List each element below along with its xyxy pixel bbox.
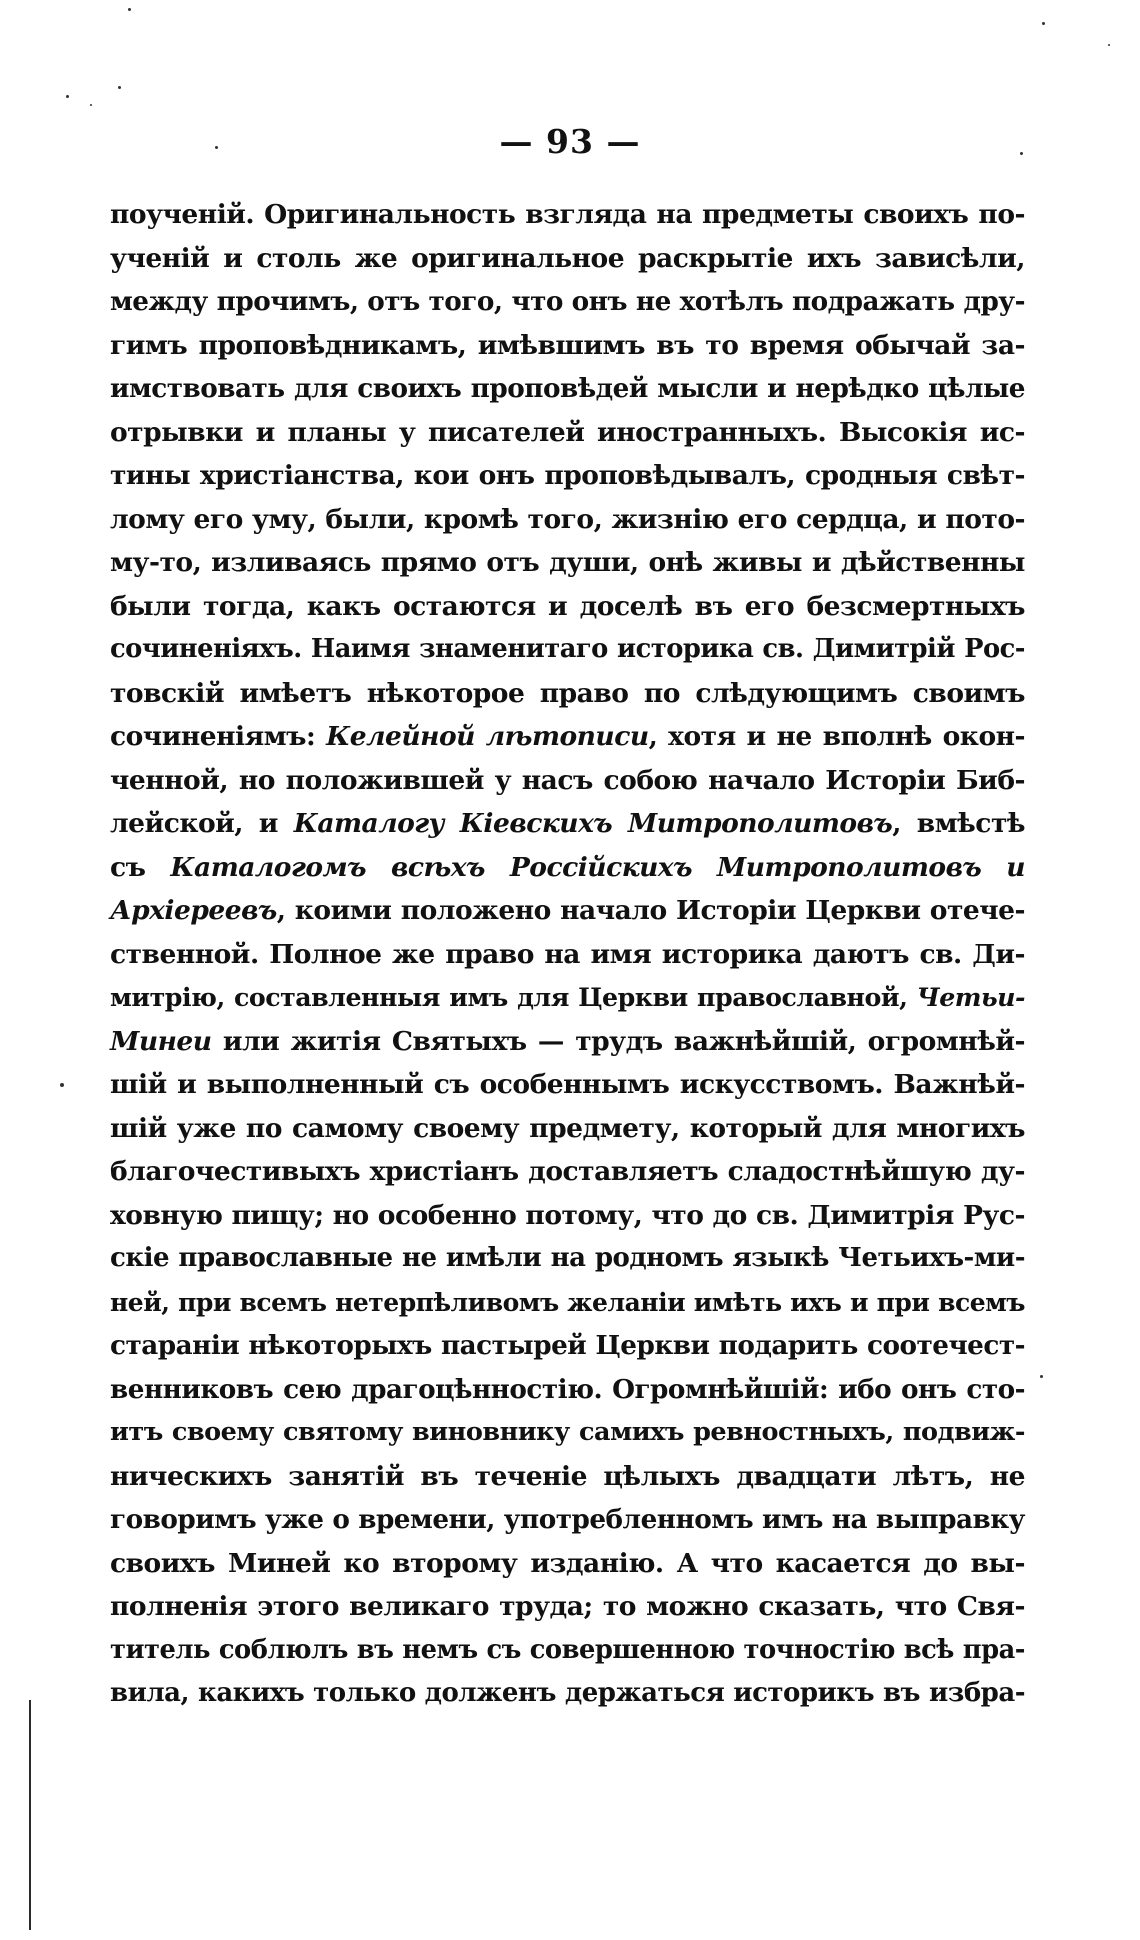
- text-line: [110, 1020, 1025, 1064]
- text-segment: гимъ проповѣдникамъ, имѣвшимъ въ то время обычай за-: [110, 329, 1025, 361]
- text-segment: ственной. Полное же право на имя историка даютъ св. Ди-: [110, 938, 1025, 970]
- text-line: [110, 498, 1025, 542]
- text-segment: товскій имѣетъ нѣкоторое право по слѣдующимъ своимъ: [110, 677, 1025, 709]
- text-segment: говоримъ уже о времени, употребленномъ имъ на выправку: [110, 1504, 1025, 1535]
- text-segment: митрію, составленныя имъ для Церкви православной,: [110, 982, 917, 1012]
- text-line: [110, 324, 1025, 368]
- text-line: [110, 411, 1025, 455]
- text-segment: имствовать для своихъ проповѣдей мысли и нерѣдко цѣлые: [110, 373, 1025, 404]
- text-segment: му-то, изливаясь прямо отъ души, онѣ живы и дѣйственны: [110, 547, 1025, 578]
- text-segment: были тогда, какъ остаются и доселѣ въ его безсмертныхъ: [110, 590, 1025, 622]
- ink-speck: [1108, 44, 1110, 46]
- text-line: [110, 1455, 1025, 1499]
- text-segment: итъ своему святому виновнику самихъ ревностныхъ, подвиж-: [110, 1417, 1025, 1447]
- ink-speck: [1042, 22, 1045, 25]
- text-line: [110, 585, 1025, 629]
- text-segment: шій уже по самому своему предмету, который для многихъ: [110, 1112, 1025, 1144]
- ink-speck: [118, 86, 121, 89]
- ink-speck: [128, 8, 131, 11]
- text-segment: вила, какихъ только долженъ держаться историкъ въ избра-: [110, 1678, 1025, 1708]
- text-line: [110, 367, 1025, 411]
- text-line: [110, 1281, 1025, 1325]
- text-line: [110, 976, 1025, 1020]
- italic-title-text: Четьи-: [916, 982, 1025, 1012]
- text-segment: , вмѣстѣ: [892, 808, 1025, 839]
- text-line: [110, 1150, 1025, 1194]
- text-line: [110, 1107, 1025, 1151]
- text-segment: ховную пищу; но особенно потому, что до св. Димитрія Рус-: [110, 1199, 1025, 1231]
- text-segment: шій и выполненный съ особеннымъ искусствомъ. Важнѣй-: [110, 1069, 1025, 1100]
- text-segment: своихъ Миней ко второму изданію. А что касается до вы-: [110, 1547, 1025, 1579]
- italic-title-text: Архіереевъ: [110, 895, 277, 926]
- text-segment: титель соблюлъ въ немъ съ совершенною точностію всѣ пра-: [110, 1634, 1025, 1665]
- text-segment: лейской, и: [110, 808, 294, 839]
- text-line: [110, 1542, 1025, 1586]
- text-line: [110, 802, 1025, 846]
- text-line: [110, 1368, 1025, 1412]
- text-line: [110, 1498, 1025, 1542]
- text-segment: полненія этого великаго труда; то можно сказать, что Свя-: [110, 1591, 1025, 1622]
- italic-title-text: Келейной лѣтописи: [326, 721, 649, 752]
- text-line: [110, 628, 1025, 672]
- body-text: [110, 193, 1025, 1716]
- italic-title-text: Минеи: [110, 1025, 212, 1057]
- page-number: — 93 —: [499, 122, 641, 161]
- text-segment: тины христіанства, кои онъ проповѣдывалъ, сродныя свѣт-: [110, 460, 1025, 491]
- text-segment: между прочимъ, отъ того, что онъ не хотѣлъ подражать дру-: [110, 286, 1025, 317]
- text-segment: ченной, но положившей у насъ собою начало Исторіи Биб-: [110, 764, 1025, 796]
- text-line: [110, 1672, 1025, 1716]
- text-segment: ученій и столь же оригинальное раскрытіе ихъ зависѣли,: [110, 242, 1025, 274]
- text-segment: стараніи нѣкоторыхъ пастырей Церкви подарить соотечест-: [110, 1330, 1025, 1361]
- text-segment: ней, при всемъ нетерпѣливомъ желаніи имѣть ихъ и при всемъ: [110, 1287, 1025, 1317]
- text-segment: скіе православные не имѣли на родномъ языкѣ Четьихъ-ми-: [110, 1243, 1025, 1273]
- text-segment: , коими положено начало Исторіи Церкви отече-: [276, 895, 1025, 926]
- text-segment: сочиненіяхъ. Наимя знаменитаго историка св. Димитрій Рос-: [110, 634, 1025, 664]
- text-line: [110, 280, 1025, 324]
- text-line: [110, 933, 1025, 977]
- text-line: [110, 454, 1025, 498]
- text-line: [110, 715, 1025, 759]
- text-segment: , хотя и не вполнѣ окон-: [648, 721, 1026, 752]
- ink-speck: [60, 1083, 64, 1087]
- text-segment: лому его уму, были, кромѣ того, жизнію его сердца, и пото-: [110, 503, 1025, 535]
- italic-title-text: Каталогу Кіевскихъ Митрополитовъ: [293, 808, 893, 839]
- text-line: [110, 1237, 1025, 1281]
- text-segment: ническихъ занятій въ теченіе цѣлыхъ двадцати лѣтъ, не: [110, 1460, 1025, 1492]
- text-segment: отрывки и планы у писателей иностранныхъ. Высокія ис-: [110, 416, 1025, 448]
- text-line: [110, 1324, 1025, 1368]
- text-line: [110, 759, 1025, 803]
- text-line: [110, 889, 1025, 933]
- ink-speck: [90, 104, 92, 106]
- ink-speck: [66, 95, 69, 98]
- text-line: [110, 193, 1025, 237]
- text-line: [110, 1194, 1025, 1238]
- text-line: [110, 1411, 1025, 1455]
- ink-speck: [1040, 1375, 1043, 1378]
- text-segment: съ: [110, 851, 171, 883]
- text-segment: сочиненіямъ:: [110, 721, 327, 752]
- binding-edge-line: [29, 1700, 31, 1930]
- text-line: [110, 1063, 1025, 1107]
- text-segment: благочестивыхъ христіанъ доставляетъ сладостнѣйшую ду-: [110, 1156, 1025, 1187]
- italic-title-text: Каталогомъ всѣхъ Россійскихъ Митрополитовъ и: [170, 851, 1025, 883]
- text-line: [110, 237, 1025, 281]
- text-line: [110, 1585, 1025, 1629]
- text-line: [110, 672, 1025, 716]
- text-line: [110, 1629, 1025, 1673]
- text-segment: венниковъ сею драгоцѣнностію. Огромнѣйшій: ибо онъ сто-: [110, 1373, 1025, 1405]
- text-segment: поученій. Оригинальность взгляда на предметы своихъ по-: [110, 199, 1025, 230]
- text-line: [110, 846, 1025, 890]
- text-line: [110, 541, 1025, 585]
- text-segment: или житія Святыхъ — трудъ важнѣйшій, огромнѣй-: [211, 1025, 1025, 1057]
